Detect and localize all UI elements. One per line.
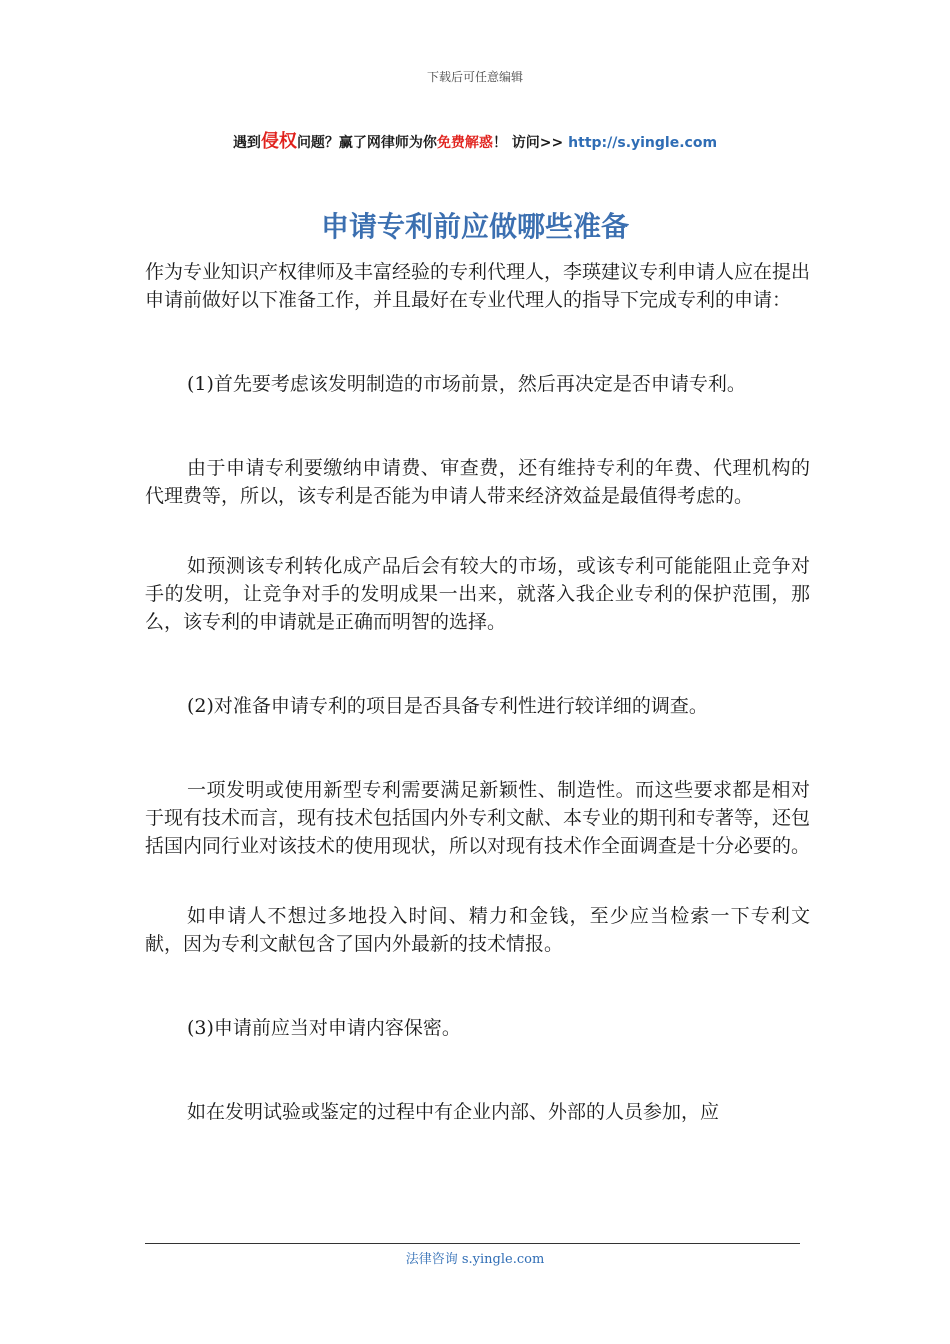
- banner-text-2: 问题？赢了网律师为你: [296, 135, 437, 151]
- paragraph-point-2: (2)对准备申请专利的项目是否具备专利性进行较详细的调查。: [187, 695, 708, 717]
- footer-text: 法律咨询 s.yingle.com: [405, 1252, 545, 1267]
- document-body: [145, 258, 810, 1126]
- banner-text-1: 遇到: [232, 135, 261, 151]
- paragraph-point-3: (3)申请前应当对申请内容保密。: [187, 1017, 461, 1039]
- paragraph-point-1: (1)首先要考虑该发明制造的市场前景，然后再决定是否申请专利。: [187, 373, 746, 395]
- paragraph: 如预测该专利转化成产品后会有较大的市场，或该专利可能能阻止竞争对手的发明，让竞争对手的发明成果一出来，就落入我企业专利的保护范围，那么，该专利的申请就是正确而明智的选择。: [145, 555, 810, 633]
- footer-divider: [145, 1243, 800, 1244]
- banner-highlight-infringement: 侵权: [260, 131, 297, 152]
- banner-highlight-free: 免费解惑: [436, 135, 493, 151]
- document-title: 申请专利前应做哪些准备: [320, 210, 629, 243]
- banner-link[interactable]: http://s.yingle.com: [568, 135, 718, 151]
- paragraph: 如申请人不想过多地投入时间、精力和金钱，至少应当检索一下专利文献，因为专利文献包含了国内外最新的技术情报。: [145, 905, 810, 955]
- banner-text-3: ！ 访问>>: [492, 135, 569, 151]
- paragraph-intro: 作为专业知识产权律师及丰富经验的专利代理人，李瑛建议专利申请人应在提出申请前做好以下准备工作，并且最好在专业代理人的指导下完成专利的申请：: [145, 261, 811, 311]
- paragraph: 如在发明试验或鉴定的过程中有企业内部、外部的人员参加，应: [187, 1101, 720, 1123]
- paragraph: 由于申请专利要缴纳申请费、审查费，还有维持专利的年费、代理机构的代理费等，所以，该专利是否能为申请人带来经济效益是最值得考虑的。: [145, 457, 810, 507]
- page-header-note: 下载后可任意编辑: [426, 70, 523, 84]
- promo-banner: [0, 127, 950, 153]
- paragraph: 一项发明或使用新型专利需要满足新颖性、制造性。而这些要求都是相对于现有技术而言，现有技术包括国内外专利文献、本专业的期刊和专著等，还包括国内同行业对该技术的使用现状，所以对现有技术作全面调查是十分必要的。: [145, 779, 811, 857]
